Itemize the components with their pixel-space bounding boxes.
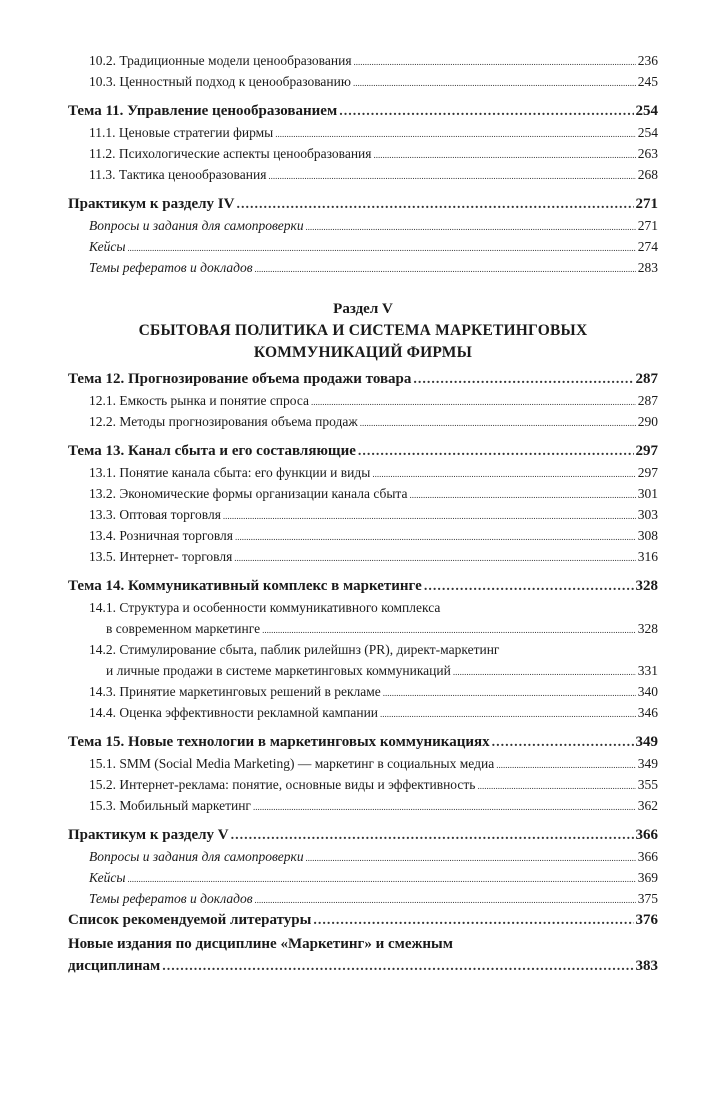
toc-entry-page: 316 [637,549,658,564]
leader-dots [339,100,633,123]
toc-entry-page: 254 [637,125,658,140]
toc-entry[interactable] [68,411,658,432]
toc-entry[interactable] [68,846,658,867]
toc-topic-label: Список рекомендуемой литературы [68,912,312,928]
toc-practicum-4[interactable] [68,193,658,215]
leader-dots [223,504,636,527]
toc-entry-label-line-2: в современном маркетинге [106,621,261,636]
toc-entry-label: Кейсы [89,870,126,885]
toc-entry-label: 11.3. Тактика ценообразования [89,167,267,182]
toc-entry[interactable] [68,525,658,546]
toc-entry-page: 245 [637,74,658,89]
leader-dots [306,846,636,869]
toc-topic-11[interactable] [68,100,658,122]
toc-entry[interactable] [68,504,658,525]
table-of-contents [68,50,658,977]
leader-dots [268,164,635,187]
toc-entry-page: 331 [637,663,658,678]
toc-topic-line-2 [68,955,658,977]
leader-dots [383,681,636,704]
toc-entry-label: 14.4. Оценка эффективности рекламной кампании [89,705,379,720]
leader-dots [358,440,634,463]
toc-entry[interactable] [68,483,658,504]
toc-literature[interactable] [68,909,658,931]
toc-new-editions[interactable] [68,933,658,977]
toc-entry-page: 375 [637,891,658,906]
toc-entry[interactable] [68,50,658,71]
toc-entry[interactable] [68,71,658,92]
leader-dots [313,909,633,932]
leader-dots [255,888,636,911]
toc-entry-label: 11.2. Психологические аспекты ценообразования [89,146,372,161]
toc-topic-page: 376 [635,912,658,928]
toc-topic-label: Практикум к разделу V [68,827,229,843]
toc-entry-multiline[interactable] [68,597,658,639]
toc-entry-page: 362 [637,798,658,813]
toc-entry-label: 12.1. Емкость рынка и понятие спроса [89,393,310,408]
toc-topic-label: Тема 12. Прогнозирование объема продажи товара [68,371,412,387]
toc-entry[interactable] [68,774,658,795]
toc-entry-page: 290 [637,414,658,429]
toc-topic-page: 287 [635,371,658,387]
toc-entry-label: 15.3. Мобильный маркетинг [89,798,251,813]
leader-dots [477,774,635,797]
toc-entry-page: 369 [637,870,658,885]
toc-entry-label: 13.4. Розничная торговля [89,528,233,543]
toc-entry-page: 263 [637,146,658,161]
toc-topic-page: 297 [635,443,658,459]
toc-entry-label: Темы рефератов и докладов [89,260,253,275]
leader-dots [231,824,634,847]
toc-entry-label-line-1: 14.2. Стимулирование сбыта, паблик рилейшнз (PR), директ-маркетинг [89,642,500,657]
toc-entry[interactable] [68,257,658,278]
toc-topic-label: Практикум к разделу IV [68,196,235,212]
toc-entry-line-2 [89,618,658,639]
toc-entry-page: 346 [637,705,658,720]
leader-dots [234,546,635,569]
section-heading [68,298,658,364]
toc-entry[interactable] [68,546,658,567]
toc-entry-page: 303 [637,507,658,522]
toc-topic-label: Тема 11. Управление ценообразованием [68,103,338,119]
toc-entry-page: 287 [637,393,658,408]
toc-entry[interactable] [68,888,658,909]
leader-dots [409,483,635,506]
toc-entry-multiline[interactable] [68,639,658,681]
toc-entry-label: Кейсы [89,239,126,254]
toc-entry-label: 15.1. SMM (Social Media Marketing) — маркетинг в социальных медиа [89,756,495,771]
toc-entry[interactable] [68,702,658,723]
toc-entry-page: 301 [637,486,658,501]
toc-topic-15[interactable] [68,731,658,753]
toc-entry[interactable] [68,753,658,774]
leader-dots [413,368,633,391]
toc-entry[interactable] [68,681,658,702]
toc-entry-label: Вопросы и задания для самопроверки [89,218,304,233]
leader-dots [128,236,636,259]
toc-topic-label-line-2: дисциплинам [68,958,161,974]
toc-entry-label: 13.1. Понятие канала сбыта: его функции и виды [89,465,371,480]
toc-entry[interactable] [68,462,658,483]
toc-topic-page: 366 [635,827,658,843]
leader-dots [162,955,633,978]
leader-dots [360,411,636,434]
toc-entry[interactable] [68,143,658,164]
leader-dots [453,660,636,683]
toc-entry-page: 355 [637,777,658,792]
leader-dots [492,731,634,754]
leader-dots [262,618,636,641]
toc-topic-14[interactable] [68,575,658,597]
toc-entry-label: Вопросы и задания для самопроверки [89,849,304,864]
toc-entry-page: 308 [637,528,658,543]
leader-dots [253,795,636,818]
toc-entry-page: 268 [637,167,658,182]
leader-dots [306,215,636,238]
toc-entry[interactable] [68,122,658,143]
toc-topic-label: Тема 14. Коммуникативный комплекс в маркетинге [68,578,422,594]
toc-topic-12[interactable] [68,368,658,390]
toc-entry-label-line-2: и личные продажи в системе маркетинговых коммуникаций [106,663,451,678]
section-number: Раздел V [333,301,393,317]
toc-topic-page: 349 [635,734,658,750]
toc-entry[interactable] [68,867,658,888]
toc-topic-page: 328 [635,578,658,594]
toc-entry-label: 13.5. Интернет- торговля [89,549,233,564]
leader-dots [128,867,636,890]
toc-entry[interactable] [68,795,658,816]
section-title-line-1: СБЫТОВАЯ ПОЛИТИКА И СИСТЕМА МАРКЕТИНГОВЫХ [138,322,588,339]
leader-dots [235,525,636,548]
leader-dots [236,193,633,216]
toc-entry-label: 12.2. Методы прогнозирования объема продаж [89,414,358,429]
leader-dots [372,462,635,485]
toc-entry-page: 271 [637,218,658,233]
leader-dots [354,50,636,73]
leader-dots [380,702,636,725]
toc-entry-label: 15.2. Интернет-реклама: понятие, основные виды и эффективность [89,777,476,792]
toc-entry-page: 349 [637,756,658,771]
toc-topic-label-line-1: Новые издания по дисциплине «Маркетинг» и смежным [68,936,453,952]
toc-entry-line-2 [89,660,658,681]
toc-entry-page: 283 [637,260,658,275]
leader-dots [353,71,636,94]
toc-entry-label: 10.2. Традиционные модели ценообразования [89,53,352,68]
toc-entry-page: 366 [637,849,658,864]
toc-entry-label: Темы рефератов и докладов [89,891,253,906]
toc-entry-label: 13.2. Экономические формы организации канала сбыта [89,486,408,501]
toc-entry[interactable] [68,390,658,411]
leader-dots [496,753,636,776]
toc-entry[interactable] [68,215,658,236]
toc-topic-page: 383 [635,958,658,974]
leader-dots [255,257,636,280]
toc-entry-label: 14.3. Принятие маркетинговых решений в рекламе [89,684,381,699]
leader-dots [374,143,636,166]
toc-entry-page: 236 [637,53,658,68]
toc-topic-page: 254 [635,103,658,119]
toc-entry-page: 297 [637,465,658,480]
leader-dots [275,122,636,145]
toc-entry-label: 10.3. Ценностный подход к ценообразованию [89,74,351,89]
toc-topic-13[interactable] [68,440,658,462]
leader-dots [311,390,636,413]
leader-dots [424,575,634,598]
toc-entry-page: 274 [637,239,658,254]
toc-practicum-5[interactable] [68,824,658,846]
toc-entry-label: 13.3. Оптовая торговля [89,507,221,522]
toc-entry-label-line-1: 14.1. Структура и особенности коммуникативного комплекса [89,600,441,615]
toc-entry[interactable] [68,164,658,185]
toc-entry-label: 11.1. Ценовые стратегии фирмы [89,125,274,140]
toc-topic-label: Тема 13. Канал сбыта и его составляющие [68,443,356,459]
toc-entry[interactable] [68,236,658,257]
section-title-line-2: КОММУНИКАЦИЙ ФИРМЫ [253,344,473,361]
toc-topic-page: 271 [635,196,658,212]
toc-entry-page: 328 [637,621,658,636]
toc-topic-label: Тема 15. Новые технологии в маркетинговых коммуникациях [68,734,490,750]
toc-entry-page: 340 [637,684,658,699]
